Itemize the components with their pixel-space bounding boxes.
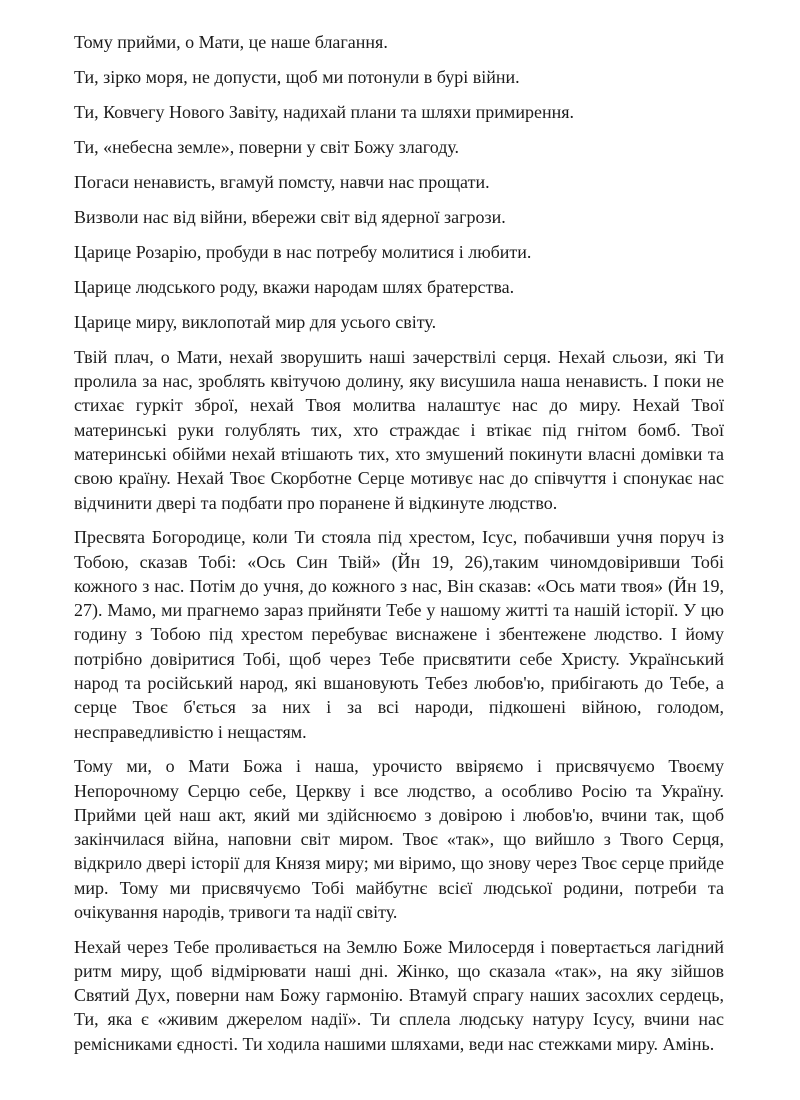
prayer-line: Царице людського роду, вкажи народам шлях братерства. (74, 276, 515, 297)
prayer-line: Царице миру, виклопотай мир для усього світу. (74, 311, 437, 332)
prayer-line: Ти, зірко моря, не допусти, щоб ми потонули в бурі війни. (74, 66, 520, 87)
prayer-paragraph: Нехай через Тебе проливається на Землю Боже Милосердя і повертається лагідний ритм миру, щоб відмірювати наші дні. Жінко, що сказала «так», на яку зійшов Святий Дух, поверни нам Божу гармонію. Втамуй спрагу наших засохлих сердець, Ти, яка є «живим джерелом надії». Ти сплела людську натуру Ісусу, вчини нас ремісниками єдності. Ти ходила нашими шляхами, веди нас стежками миру. Амінь. (74, 936, 724, 1054)
prayer-line: Ти, «небесна земле», поверни у світ Божу злагоду. (74, 136, 460, 157)
prayer-paragraph: Твій плач, о Мати, нехай зворушить наші зачерствілі серця. Нехай сльози, які Ти пролила за нас, зроблять квітучою долину, яку висушила наша ненависть. І поки не стихає гуркіт зброї, нехай Твоя молитва налаштує нас до миру. Нехай Твої материнські руки голублять тих, хто страждає і втікає під гнітом бомб. Твої материнські обійми нехай втішають тих, хто змушений покинути власні домівки та свою країну. Нехай Твоє Скорботне Серце мотивує нас до співчуття і спонукає нас відчинити двері та подбати про поранене й відкинуте людство. (74, 346, 724, 513)
prayer-paragraph: Пресвята Богородице, коли Ти стояла під хрестом, Ісус, побачивши учня поруч із Тобою, сказав Тобі: «Ось Син Твій» (Йн 19, 26),таким чиномдовіривши Тобі кожного з нас. Потім до учня, до кожного з нас, Він сказав: «Ось мати твоя» (Йн 19, 27). Мамо, ми прагнемо зараз прийняти Тебе у нашому житті та нашій історії. У цю годину з Тобою під хрестом перебуває виснажене і збентежене людство. І йому потрібно довіритися Тобі, щоб через Тебе присвятити себе Христу. Український народ та російський народ, які вшановують Тебез любов'ю, прибігають до Тебе, а серце Твоє б'ється за них і за всі народи, підкошені війною, голодом, несправедливістю і нещастям. (74, 527, 724, 742)
prayer-line: Ти, Ковчегу Нового Завіту, надихай плани та шляхи примирення. (74, 101, 574, 122)
prayer-paragraph: Тому ми, о Мати Божа і наша, урочисто ввіряємо і присвячуємо Твоєму Непорочному Серцю себе, Церкву і все людство, а особливо Росію та Україну. Прийми цей наш акт, який ми здійснюємо з довірою і любов'ю, вчини так, щоб закінчилася війна, наповни світ миром. Твоє «так», що вийшло з Твого Серця, відкрило двері історії для Князя миру; ми віримо, що знову через Твоє серце прийде мир. Тому ми присвячуємо Тобі майбутнє всієї людської родини, потреби та очікування народів, тривоги та надії світу. (74, 756, 724, 922)
document-page (74, 30, 724, 1056)
prayer-line: Царице Розарію, пробуди в нас потребу молитися і любити. (74, 241, 532, 262)
prayer-line: Погаси ненависть, вгамуй помсту, навчи нас прощати. (74, 171, 490, 192)
prayer-line: Визволи нас від війни, вбережи світ від ядерної загрози. (74, 206, 506, 227)
prayer-line: Тому прийми, о Мати, це наше благання. (74, 32, 388, 52)
